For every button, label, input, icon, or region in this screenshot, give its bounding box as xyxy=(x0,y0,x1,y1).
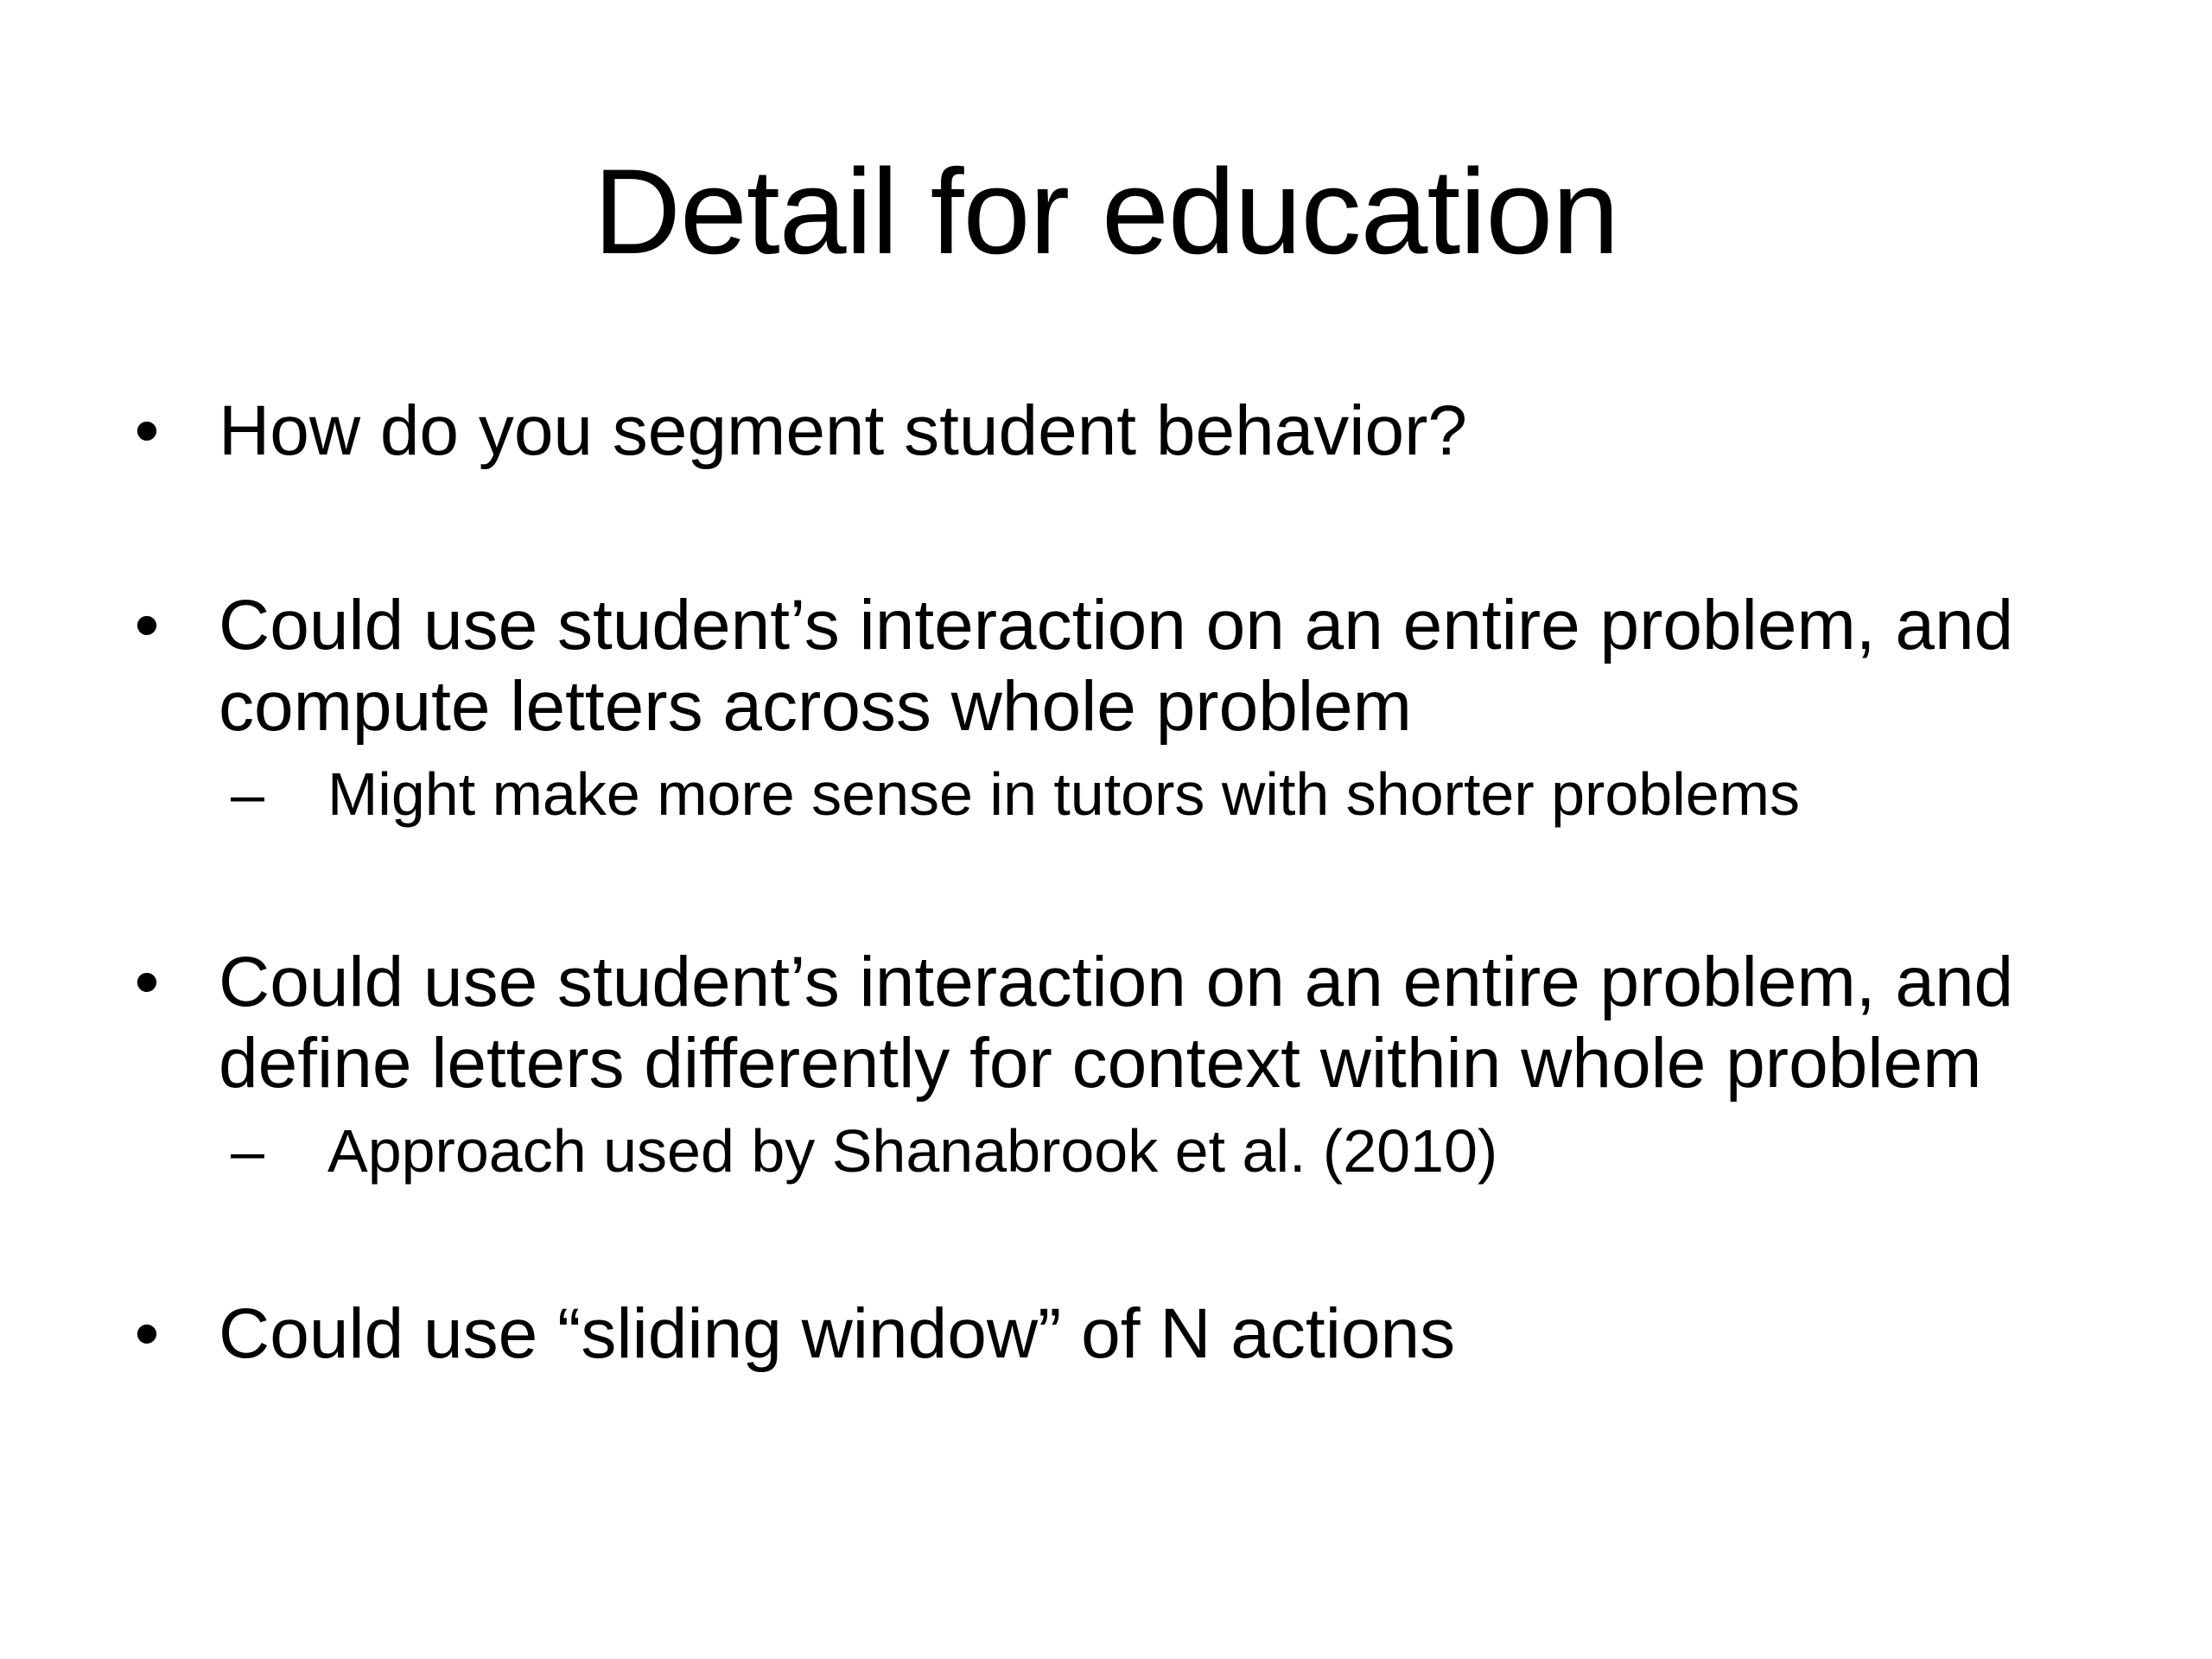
bullet-text: Could use “sliding window” of N actions xyxy=(219,1294,1456,1373)
bullet-item xyxy=(130,942,2100,1187)
bullet-marker: • xyxy=(134,391,160,470)
sub-bullet-text: Approach used by Shanabrook et al. (2010) xyxy=(327,1117,1498,1185)
slide-title: Detail for education xyxy=(593,143,1619,279)
sub-bullet-list xyxy=(219,1115,2100,1187)
bullet-item xyxy=(130,1294,2100,1375)
bullet-marker: • xyxy=(134,586,160,664)
bullet-marker: • xyxy=(134,1294,160,1373)
sub-bullet-item xyxy=(231,758,2100,830)
bullet-text: Could use student’s interaction on an entire problem, and define letters differently for context within whole problem xyxy=(219,943,2014,1103)
bullet-list xyxy=(130,391,2100,1375)
bullet-text: Could use student’s interaction on an entire problem, and compute letters across whole problem xyxy=(219,586,2014,746)
dash-marker: – xyxy=(231,760,264,828)
bullet-item xyxy=(130,391,2100,472)
dash-marker: – xyxy=(231,1117,264,1185)
sub-bullet-text: Might make more sense in tutors with shorter problems xyxy=(327,760,1800,828)
sub-bullet-list xyxy=(219,758,2100,830)
bullet-item xyxy=(130,585,2100,830)
sub-bullet-item xyxy=(231,1115,2100,1187)
bullet-text: How do you segment student behavior? xyxy=(219,391,1468,470)
bullet-marker: • xyxy=(134,943,160,1021)
